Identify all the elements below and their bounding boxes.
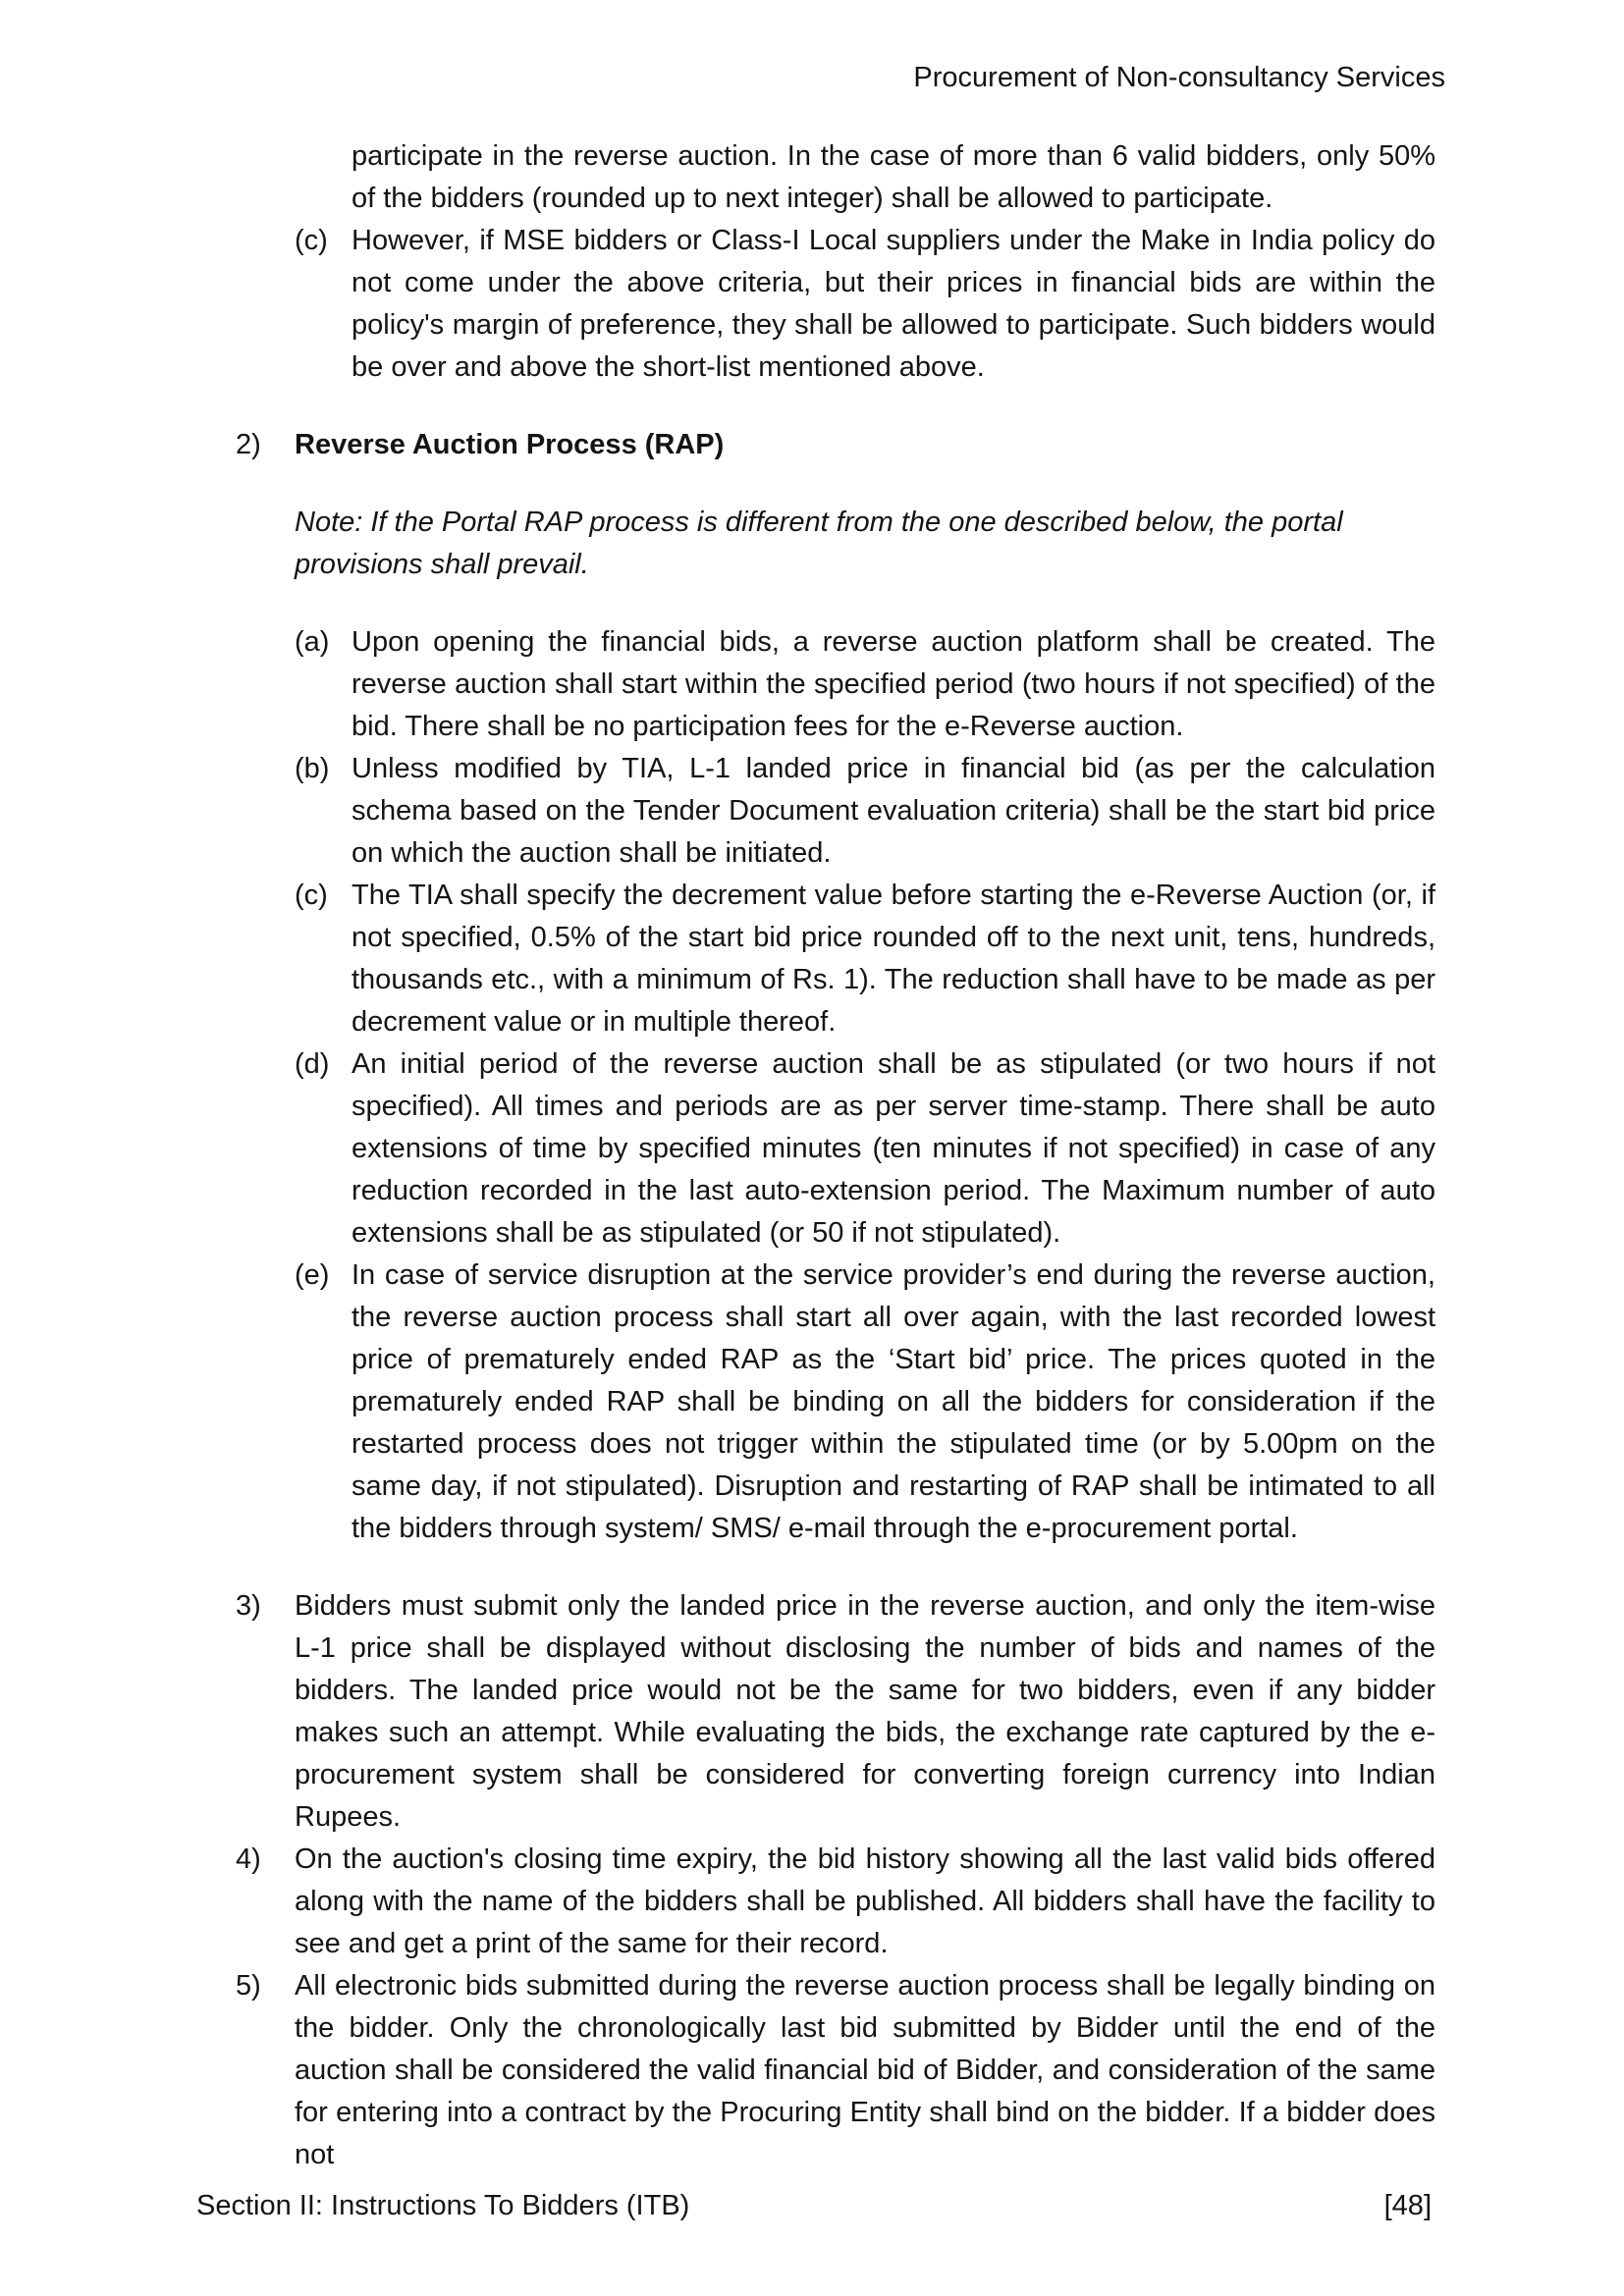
list-marker: 3)	[236, 1590, 261, 1622]
list-marker: (c)	[295, 225, 328, 256]
footer-page-number: [48]	[1383, 2190, 1432, 2221]
continuation-paragraph: participate in the reverse auction. In the case of more than 6 valid bidders, only 50% of the bidders (rounded up to next integer) shall be allowed to participate.	[352, 140, 1435, 214]
section-note: Note: If the Portal RAP process is different from the one described below, the portal provisions shall prevail.	[295, 507, 1343, 580]
list-item-text: Bidders must submit only the landed price in the reverse auction, and only the item-wise L-1 price shall be displayed without disclosing the number of bids and names of the bidders. The landed price would not be the same for two bidders, even if any bidder makes such an attempt. While evaluating the bids, the exchange rate captured by the e-procurement system shall be considered for converting foreign currency into Indian Rupees.	[295, 1590, 1435, 1833]
list-item-intro-c	[295, 220, 1435, 389]
list-marker: (c)	[295, 880, 328, 911]
list-item-a	[295, 621, 1435, 748]
list-item-text: All electronic bids submitted during the reverse auction process shall be legally binding on the bidder. Only the chronologically last bid submitted by Bidder until the end of the auction shall be considered the valid financial bid of Bidder, and consideration of the same for entering into a contract by the Procuring Entity shall bind on the bidder. If a bidder does not	[295, 1970, 1435, 2170]
list-marker: (d)	[295, 1048, 330, 1080]
page-footer	[196, 2185, 1432, 2227]
document-content	[196, 135, 1435, 2176]
list-marker: (a)	[295, 626, 330, 658]
list-item-b	[295, 748, 1435, 875]
list-marker: (b)	[295, 753, 330, 784]
header-title: Procurement of Non-consultancy Services	[913, 62, 1445, 93]
list-item-text: Unless modified by TIA, L-1 landed price in financial bid (as per the calculation schema based on the Tender Document evaluation criteria) shall be the start bid price on which the auction shall be initiated.	[352, 753, 1435, 869]
list-item-text: However, if MSE bidders or Class-I Local suppliers under the Make in India policy do not come under the above criteria, but their prices in financial bids are within the policy's margin of preference, they shall be allowed to participate. Such bidders would be over and above the short-list mentioned above.	[352, 225, 1435, 383]
list-item-text: An initial period of the reverse auction shall be as stipulated (or two hours if not specified). All times and periods are as per server time-stamp. There shall be auto extensions of time by specified minutes (ten minutes if not specified) in case of any reduction recorded in the last auto-extension period. The Maximum number of auto extensions shall be as stipulated (or 50 if not stipulated).	[352, 1048, 1435, 1249]
list-item-d	[295, 1043, 1435, 1255]
list-item-text: The TIA shall specify the decrement value before starting the e-Reverse Auction (or, if not specified, 0.5% of the start bid price rounded off to the next unit, tens, hundreds, thousands etc., with a minimum of Rs. 1). The reduction shall have to be made as per decrement value or in multiple thereof.	[352, 880, 1435, 1038]
section-heading-row	[236, 424, 1435, 466]
footer-section-label: Section II: Instructions To Bidders (ITB)	[196, 2190, 690, 2221]
numbered-item-4	[236, 1839, 1435, 1965]
list-marker: (e)	[295, 1259, 330, 1291]
page-header	[196, 57, 1445, 99]
numbered-item-5	[236, 1965, 1435, 2176]
section-title: Reverse Auction Process (RAP)	[295, 429, 725, 460]
section-number: 2)	[236, 429, 261, 460]
list-marker: 4)	[236, 1843, 261, 1875]
list-item-e	[295, 1255, 1435, 1550]
numbered-item-3	[236, 1585, 1435, 1839]
list-marker: 5)	[236, 1970, 261, 2002]
list-item-text: On the auction's closing time expiry, the bid history showing all the last valid bids offered along with the name of the bidders shall be published. All bidders shall have the facility to see and get a print of the same for their record.	[295, 1843, 1435, 1959]
list-item-c	[295, 875, 1435, 1043]
list-item-text: In case of service disruption at the service provider’s end during the reverse auction, the reverse auction process shall start all over again, with the last recorded lowest price of prematurely ended RAP as the ‘Start bid’ price. The prices quoted in the prematurely ended RAP shall be binding on all the bidders for consideration if the restarted process does not trigger within the stipulated time (or by 5.00pm on the same day, if not stipulated). Disruption and restarting of RAP shall be intimated to all the bidders through system/ SMS/ e-mail through the e-procurement portal.	[352, 1259, 1435, 1544]
list-item-text: Upon opening the financial bids, a reverse auction platform shall be created. The reverse auction shall start within the specified period (two hours if not specified) of the bid. There shall be no participation fees for the e-Reverse auction.	[352, 626, 1435, 742]
